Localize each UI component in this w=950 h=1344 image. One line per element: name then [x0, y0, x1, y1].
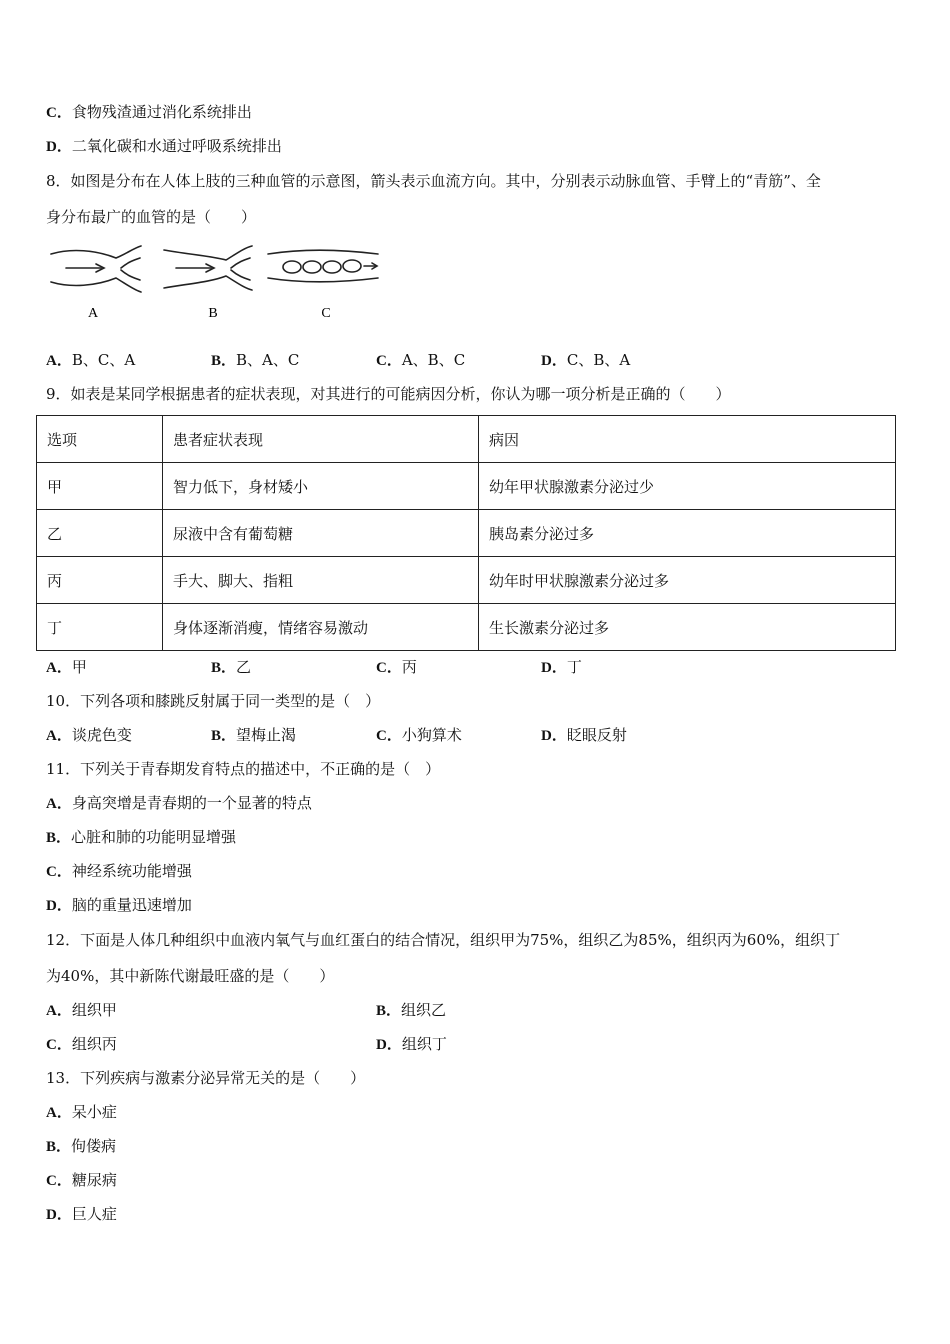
q9-option-c: C．丙	[376, 658, 417, 676]
q11-option-a: A．身高突增是青春期的一个显著的特点	[46, 794, 312, 812]
q11-option-d: D．脑的重量迅速增加	[46, 896, 192, 914]
q13-stem: 13．下列疾病与激素分泌异常无关的是（ ）	[46, 1069, 366, 1087]
q8-option-a: A．B、C、A	[46, 351, 136, 369]
q9-option-a: A．甲	[46, 658, 87, 676]
q12-stem-line2: 为40%，其中新陈代谢最旺盛的是（ ）	[46, 967, 335, 985]
vessel-a-top	[51, 246, 141, 258]
table-cell: 丙	[37, 557, 163, 604]
q10-option-b: B．望梅止渴	[211, 726, 297, 744]
vessel-a-bottom	[51, 278, 141, 292]
q12-option-d: D．组织丁	[376, 1035, 447, 1053]
q13-option-b: B．佝偻病	[46, 1137, 117, 1155]
q10-option-a: A．谈虎色变	[46, 726, 132, 744]
table-row	[37, 510, 896, 557]
table-cell: 智力低下，身材矮小	[163, 463, 479, 510]
q7-option-d: D．二氧化碳和水通过呼吸系统排出	[46, 137, 282, 155]
q9-option-b: B．乙	[211, 658, 252, 676]
q8-option-b: B．B、A、C	[211, 351, 300, 369]
q11-option-c: C．神经系统功能增强	[46, 862, 192, 880]
q7-option-c: C．食物残渣通过消化系统排出	[46, 103, 252, 121]
figure-label-b: B	[208, 306, 218, 321]
q10-option-d: D．眨眼反射	[541, 726, 627, 744]
q8-option-d: D．C、B、A	[541, 351, 631, 369]
table-header-row	[37, 416, 896, 463]
q12-option-c: C．组织丙	[46, 1035, 117, 1053]
table-cell: 甲	[37, 463, 163, 510]
table-cell: 丁	[37, 604, 163, 651]
q9-table	[36, 415, 896, 651]
q13-option-c: C．糖尿病	[46, 1171, 117, 1189]
blood-vessel-figure	[46, 240, 386, 325]
q11-stem: 11．下列关于青春期发育特点的描述中，不正确的是（ ）	[46, 760, 441, 778]
table-cell: 身体逐渐消瘦，情绪容易激动	[163, 604, 479, 651]
q13-option-d: D．巨人症	[46, 1205, 117, 1223]
table-header-cell: 患者症状表现	[163, 416, 479, 463]
table-row	[37, 463, 896, 510]
q8-stem-line2: 身分布最广的血管的是（ ）	[46, 208, 257, 226]
q8-option-c: C．A、B、C	[376, 351, 466, 369]
table-cell: 幼年甲状腺激素分泌过少	[479, 463, 896, 510]
figure-label-a: A	[87, 306, 99, 321]
table-header-cell: 选项	[37, 416, 163, 463]
table-cell: 尿液中含有葡萄糖	[163, 510, 479, 557]
q12-option-a: A．组织甲	[46, 1001, 117, 1019]
table-header-cell: 病因	[479, 416, 896, 463]
table-row	[37, 557, 896, 604]
q12-option-b: B．组织乙	[376, 1001, 447, 1019]
q11-option-b: B．心脏和肺的功能明显增强	[46, 828, 237, 846]
table-cell: 生长激素分泌过多	[479, 604, 896, 651]
table-cell: 手大、脚大、指粗	[163, 557, 479, 604]
q9-stem: 9．如表是某同学根据患者的症状表现，对其进行的可能病因分析，你认为哪一项分析是正确的（ ）	[46, 385, 731, 403]
q12-stem-line1: 12．下面是人体几种组织中血液内氧气与血红蛋白的结合情况，组织甲为75%，组织乙为85%，组织丙为60%，组织丁	[46, 931, 841, 949]
q10-stem: 10．下列各项和膝跳反射属于同一类型的是（ ）	[46, 692, 381, 710]
q13-option-a: A．呆小症	[46, 1103, 117, 1121]
table-cell: 胰岛素分泌过多	[479, 510, 896, 557]
q10-option-c: C．小狗算术	[376, 726, 462, 744]
q9-option-d: D．丁	[541, 658, 582, 676]
q8-stem-line1: 8．如图是分布在人体上肢的三种血管的示意图，箭头表示血流方向。其中，分别表示动脉血管、手臂上的“青筋”、全	[46, 172, 821, 190]
figure-label-c: C	[321, 306, 331, 321]
table-cell: 幼年时甲状腺激素分泌过多	[479, 557, 896, 604]
table-row	[37, 604, 896, 651]
table-cell: 乙	[37, 510, 163, 557]
